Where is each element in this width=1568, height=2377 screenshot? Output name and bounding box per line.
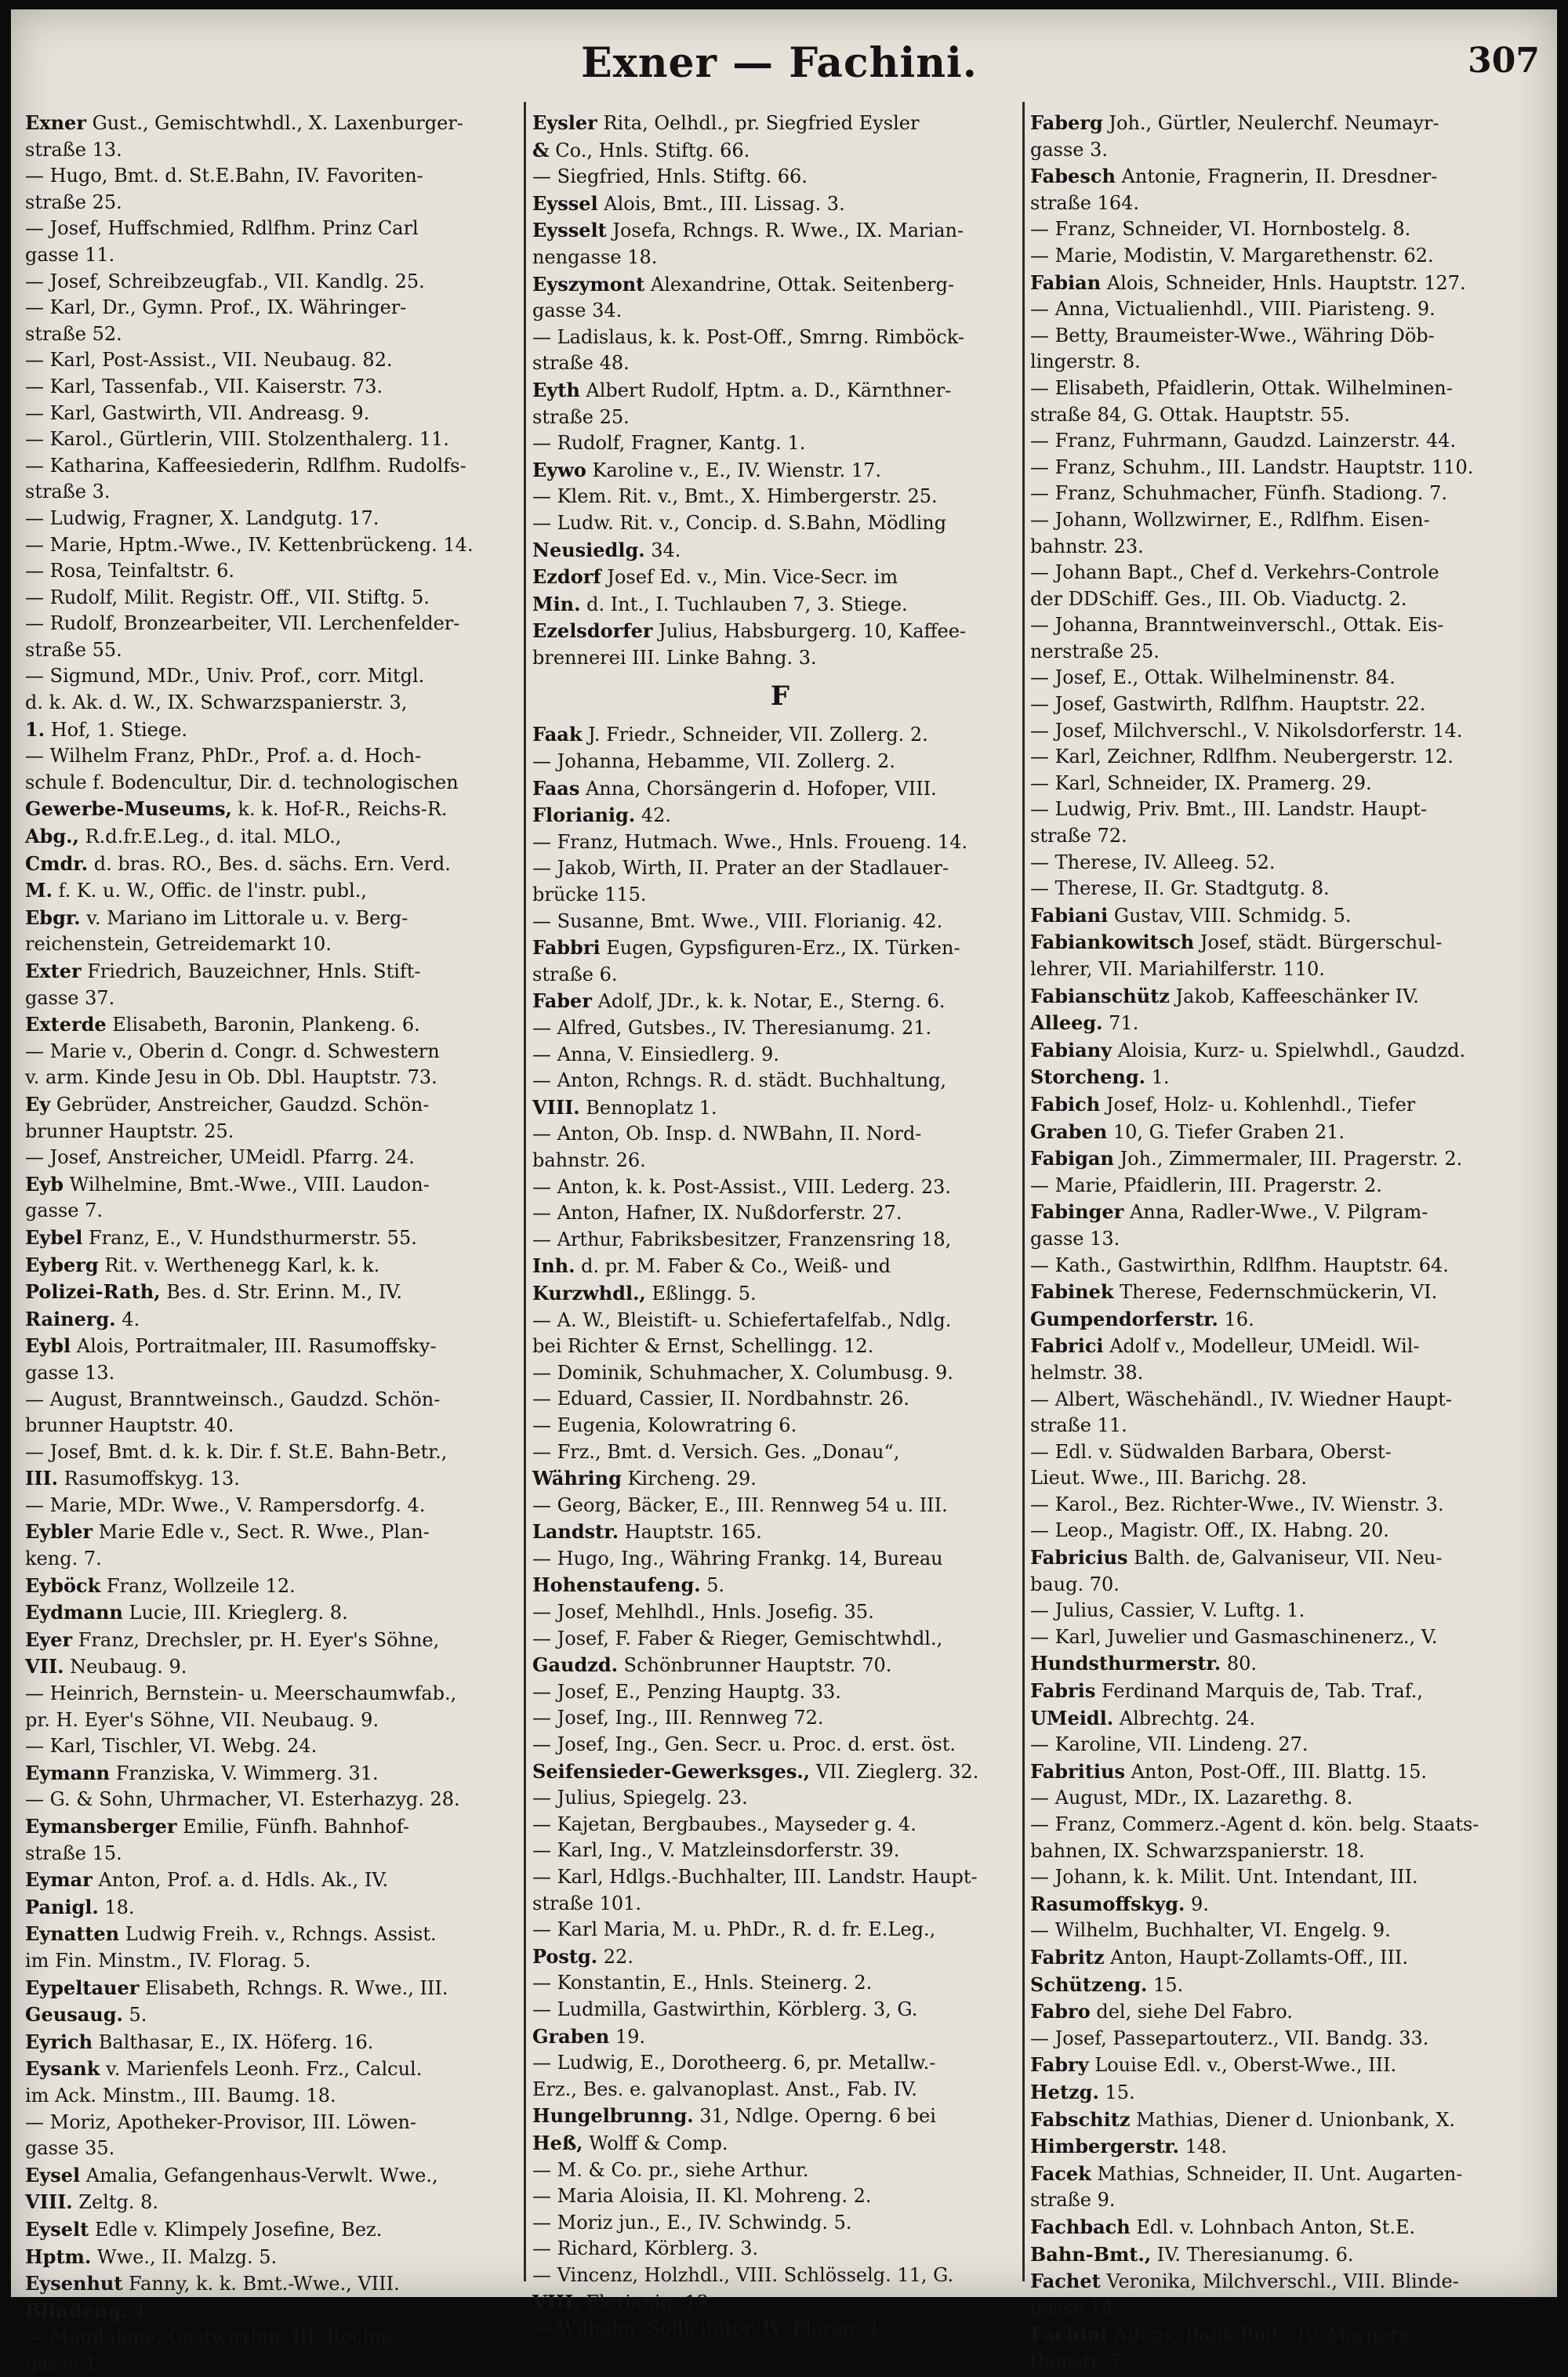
directory-line: Min. d. Int., I. Tuchlauben 7, 3. Stiege. bbox=[532, 592, 908, 615]
directory-line: gasse 34. bbox=[532, 299, 622, 322]
directory-line: — Wilhelm, Sollicitator, IV. Florag. 4. bbox=[532, 2317, 885, 2340]
directory-line: straße 84, G. Ottak. Hauptstr. 55. bbox=[1030, 403, 1350, 426]
directory-line: Fabiany Aloisia, Kurz- u. Spielwhdl., Gaudzd. bbox=[1030, 1038, 1466, 1061]
directory-line: Fabrici Adolf v., Modelleur, UMeidl. Wil- bbox=[1030, 1334, 1420, 1358]
directory-line: Eybel Franz, E., V. Hundsthurmerstr. 55. bbox=[25, 1225, 417, 1249]
directory-line: pr. H. Eyer's Söhne, VII. Neubaug. 9. bbox=[25, 1708, 379, 1731]
directory-line: — Katharina, Kaffeesiederin, Rdlfhm. Rudolfs- bbox=[25, 454, 466, 477]
page-header-title: Exner — Fachini. bbox=[581, 39, 978, 87]
directory-line: — Julius, Spiegelg. 23. bbox=[532, 1787, 748, 1809]
directory-line: & Co., Hnls. Stiftg. 66. bbox=[532, 138, 750, 161]
directory-line: Seifensieder-Gewerksges., VII. Zieglerg. 32. bbox=[532, 1759, 979, 1783]
directory-line: Eyrich Balthasar, E., IX. Höferg. 16. bbox=[25, 2030, 374, 2053]
directory-line: — Anton, Ob. Insp. d. NWBahn, II. Nord- bbox=[532, 1123, 922, 1145]
directory-line: Cmdr. d. bras. RO., Bes. d. sächs. Ern. Verd. bbox=[25, 851, 451, 875]
directory-line: — Anna, Victualienhdl., VIII. Piaristeng. 9. bbox=[1030, 298, 1436, 321]
directory-column-3 bbox=[1030, 110, 1526, 2372]
column-divider bbox=[524, 102, 526, 2281]
directory-line: — Hugo, Bmt. d. St.E.Bahn, IV. Favoriten- bbox=[25, 165, 423, 187]
directory-line: bahnstr. 23. bbox=[1030, 535, 1144, 557]
directory-line: Faas Anna, Chorsängerin d. Hofoper, VIII. bbox=[532, 776, 937, 800]
directory-line: Rasumoffskyg. 9. bbox=[1030, 1892, 1209, 1915]
directory-line: gasse 35. bbox=[25, 2137, 115, 2160]
directory-line: bei Richter & Ernst, Schellingg. 12. bbox=[532, 1335, 874, 1358]
directory-line: — Betty, Braumeister-Wwe., Währing Döb- bbox=[1030, 324, 1435, 347]
directory-line: brunner Hauptstr. 40. bbox=[25, 1414, 234, 1437]
directory-line: — Moriz, Apotheker-Provisor, III. Löwen- bbox=[25, 2110, 417, 2133]
directory-line: Heß, Wolff & Comp. bbox=[532, 2131, 728, 2154]
directory-line: Fabry Louise Edl. v., Oberst-Wwe., III. bbox=[1030, 2053, 1397, 2077]
directory-line: — A. W., Bleistift- u. Schiefertafelfab., Ndlg. bbox=[532, 1308, 952, 1331]
directory-line: Kurzwhdl., Eßlingg. 5. bbox=[532, 1281, 757, 1305]
directory-line: Eysenhut Fanny, k. k. Bmt.-Wwe., VIII. bbox=[25, 2272, 400, 2295]
directory-line: — Leop., Magistr. Off., IX. Habng. 20. bbox=[1030, 1519, 1389, 1542]
directory-line: Eyb Wilhelmine, Bmt.-Wwe., VIII. Laudon- bbox=[25, 1172, 430, 1196]
directory-line: Eybl Alois, Portraitmaler, III. Rasumoffsky- bbox=[25, 1334, 437, 1358]
directory-line: — Therese, II. Gr. Stadtgutg. 8. bbox=[1030, 877, 1330, 900]
directory-line: Panigl. 18. bbox=[25, 1895, 135, 1918]
directory-line: Eypeltauer Elisabeth, Rchngs. R. Wwe., III. bbox=[25, 1976, 448, 1999]
directory-line: — Marie v., Oberin d. Congr. d. Schwestern bbox=[25, 1040, 440, 1062]
directory-line: Ebgr. v. Mariano im Littorale u. v. Berg- bbox=[25, 905, 408, 929]
directory-line: Facek Mathias, Schneider, II. Unt. Augarten- bbox=[1030, 2161, 1463, 2185]
directory-line: Eyböck Franz, Wollzeile 12. bbox=[25, 1573, 296, 1597]
directory-line: — Ludwig, E., Dorotheerg. 6, pr. Metallw.- bbox=[532, 2052, 936, 2074]
directory-line: Fabschitz Mathias, Diener d. Unionbank, X. bbox=[1030, 2107, 1456, 2131]
directory-line: — Josef, F. Faber & Rieger, Gemischtwhdl., bbox=[532, 1627, 943, 1649]
directory-line: — Kajetan, Bergbaubes., Mayseder g. 4. bbox=[532, 1813, 916, 1835]
directory-line: Eysler Rita, Oelhdl., pr. Siegfried Eysler bbox=[532, 111, 920, 134]
directory-line: — Frz., Bmt. d. Versich. Ges. „Donau“, bbox=[532, 1440, 900, 1463]
directory-line: Währing Kircheng. 29. bbox=[532, 1467, 757, 1490]
directory-line: — Jakob, Wirth, II. Prater an der Stadlauer- bbox=[532, 857, 949, 880]
directory-line: Eymar Anton, Prof. a. d. Hdls. Ak., IV. bbox=[25, 1868, 389, 1892]
directory-line: — Karl, Gastwirth, VII. Andreasg. 9. bbox=[25, 401, 370, 424]
directory-line: — Karl, Zeichner, Rdlfhm. Neubergerstr. 12. bbox=[1030, 746, 1454, 768]
directory-line: — Franz, Hutmach. Wwe., Hnls. Froueng. 14. bbox=[532, 830, 968, 853]
directory-line: Eysselt Josefa, Rchngs. R. Wwe., IX. Marian- bbox=[532, 219, 964, 242]
directory-line: — M. & Co. pr., siehe Arthur. bbox=[532, 2158, 809, 2181]
directory-line: Storcheng. 1. bbox=[1030, 1065, 1170, 1089]
directory-line: Fabiani Gustav, VIII. Schmidg. 5. bbox=[1030, 903, 1352, 927]
directory-line: brunner Hauptstr. 25. bbox=[25, 1120, 234, 1142]
directory-line: VIII. Florianig. 13. bbox=[532, 2290, 715, 2313]
directory-line: Faber Adolf, JDr., k. k. Notar, E., Sterng. 6. bbox=[532, 989, 946, 1013]
directory-line: — Josef, E., Ottak. Wilhelminenstr. 84. bbox=[1030, 666, 1396, 689]
directory-line: — Eugenia, Kolowratring 6. bbox=[532, 1413, 797, 1436]
directory-line: Polizei-Rath, Bes. d. Str. Erinn. M., IV. bbox=[25, 1280, 402, 1304]
directory-line: — Karl, Hdlgs.-Buchhalter, III. Landstr. Haupt- bbox=[532, 1866, 978, 1888]
directory-line: — Ludw. Rit. v., Concip. d. S.Bahn, Mödling bbox=[532, 511, 947, 534]
directory-line: Fabian Alois, Schneider, Hnls. Hauptstr. 127. bbox=[1030, 270, 1466, 294]
directory-line: Eynatten Ludwig Freih. v., Rchngs. Assist. bbox=[25, 1922, 437, 1946]
directory-line: — Arthur, Fabriksbesitzer, Franzensring 18, bbox=[532, 1228, 952, 1250]
directory-line: straße 13. bbox=[25, 138, 122, 161]
directory-line: lingerstr. 8. bbox=[1030, 350, 1141, 373]
directory-line: Hungelbrunng. 31, Ndlge. Operng. 6 bei bbox=[532, 2104, 936, 2128]
directory-column-1 bbox=[25, 110, 521, 2375]
directory-line: — Albert, Wäschehändl., IV. Wiedner Haupt- bbox=[1030, 1388, 1452, 1410]
directory-line: Faak J. Friedr., Schneider, VII. Zollerg. 2. bbox=[532, 723, 928, 746]
directory-line: Eyberg Rit. v. Werthenegg Karl, k. k. bbox=[25, 1253, 380, 1276]
directory-line: straße 6. bbox=[532, 963, 618, 985]
directory-line: Lieut. Wwe., III. Barichg. 28. bbox=[1030, 1467, 1307, 1490]
directory-line: — Karl, Ing., V. Matzleinsdorferstr. 39. bbox=[532, 1839, 900, 1862]
directory-line: — Ladislaus, k. k. Post-Off., Smrng. Rimböck- bbox=[532, 325, 965, 348]
directory-line: III. Rasumoffskyg. 13. bbox=[25, 1467, 240, 1490]
directory-line: gasse 13. bbox=[25, 1361, 115, 1384]
directory-line: — Dominik, Schuhmacher, X. Columbusg. 9. bbox=[532, 1361, 953, 1384]
directory-line: straße 25. bbox=[532, 405, 630, 428]
directory-line: VIII. Bennoplatz 1. bbox=[532, 1095, 717, 1119]
directory-line: — Karol., Bez. Richter-Wwe., IV. Wienstr. 3. bbox=[1030, 1493, 1444, 1515]
directory-line: Ey Gebrüder, Anstreicher, Gaudzd. Schön- bbox=[25, 1092, 430, 1116]
directory-line: Ezelsdorfer Julius, Habsburgerg. 10, Kaffee- bbox=[532, 619, 967, 643]
directory-line: Eyszymont Alexandrine, Ottak. Seitenberg- bbox=[532, 272, 955, 296]
directory-line: — Eduard, Cassier, II. Nordbahnstr. 26. bbox=[532, 1388, 909, 1410]
directory-line: — Karoline, VII. Lindeng. 27. bbox=[1030, 1733, 1308, 1756]
directory-line: der DDSchiff. Ges., III. Ob. Viaductg. 2. bbox=[1030, 587, 1407, 610]
directory-line: Hohenstaufeng. 5. bbox=[532, 1573, 725, 1597]
directory-line: — Johann Bapt., Chef d. Verkehrs-Controle bbox=[1030, 561, 1439, 584]
directory-line: — Marie, Modistin, V. Margarethenstr. 62. bbox=[1030, 244, 1434, 267]
directory-line: Fabbri Eugen, Gypsfiguren-Erz., IX. Türken- bbox=[532, 936, 960, 960]
directory-line: gasse 14. bbox=[1030, 2296, 1120, 2319]
directory-page bbox=[11, 9, 1557, 2375]
directory-line: — Ludmilla, Gastwirthin, Körblerg. 3, G. bbox=[532, 1998, 918, 2020]
directory-line: — Marie, Hptm.-Wwe., IV. Kettenbrückeng. 14. bbox=[25, 533, 474, 556]
directory-line: — Anna, V. Einsiedlerg. 9. bbox=[532, 1043, 779, 1065]
directory-line: — Siegfried, Hnls. Stiftg. 66. bbox=[532, 165, 808, 188]
directory-line: Eymansberger Emilie, Fünfh. Bahnhof- bbox=[25, 1815, 410, 1838]
directory-line: Alleeg. 71. bbox=[1030, 1011, 1139, 1035]
directory-line: Fabich Josef, Holz- u. Kohlenhdl., Tiefer bbox=[1030, 1092, 1416, 1116]
directory-line: Exter Friedrich, Bauzeichner, Hnls. Stift- bbox=[25, 960, 421, 982]
directory-line: — Georg, Bäcker, E., III. Rennweg 54 u. III. bbox=[532, 1493, 948, 1516]
directory-line: — Franz, Fuhrmann, Gaudzd. Lainzerstr. 44. bbox=[1030, 430, 1457, 452]
directory-line: Eydmann Lucie, III. Krieglerg. 8. bbox=[25, 1601, 348, 1624]
directory-line: — Rosa, Teinfaltstr. 6. bbox=[25, 560, 234, 582]
directory-line: straße 25. bbox=[25, 191, 122, 213]
directory-line: reichenstein, Getreidemarkt 10. bbox=[25, 933, 332, 956]
directory-line: — Franz, Schuhmacher, Fünfh. Stadiong. 7. bbox=[1030, 482, 1447, 505]
directory-line: Himbergerstr. 148. bbox=[1030, 2135, 1228, 2158]
directory-line: brennerei III. Linke Bahng. 3. bbox=[532, 646, 817, 669]
directory-line: — Wilhelm Franz, PhDr., Prof. a. d. Hoch- bbox=[25, 745, 422, 768]
directory-line: — Magdalene, Gastwirthin, III. Rochus- bbox=[25, 2326, 403, 2349]
directory-line: — Marie, Pfaidlerin, III. Pragerstr. 2. bbox=[1030, 1174, 1382, 1196]
page-number: 307 bbox=[1468, 41, 1540, 81]
directory-line: — Marie, MDr. Wwe., V. Rampersdorfg. 4. bbox=[25, 1493, 426, 1516]
directory-line: Graben 19. bbox=[532, 2024, 645, 2048]
directory-line: — Josef, Gastwirth, Rdlfhm. Hauptstr. 22. bbox=[1030, 693, 1426, 716]
directory-line: brücke 115. bbox=[532, 884, 647, 906]
directory-line: Fachbach Edl. v. Lohnbach Anton, St.E. bbox=[1030, 2215, 1416, 2238]
section-letter-heading: F bbox=[770, 680, 790, 713]
directory-line: — Anton, Hafner, IX. Nußdorferstr. 27. bbox=[532, 1202, 902, 1225]
directory-line: Fabinek Therese, Federnschmückerin, VI. bbox=[1030, 1280, 1438, 1304]
directory-line: thenstr. 7. bbox=[1030, 2350, 1127, 2372]
directory-line: — Karl, Dr., Gymn. Prof., IX. Währinger- bbox=[25, 296, 407, 319]
directory-line: VII. Neubaug. 9. bbox=[25, 1655, 187, 1678]
directory-line: Rainerg. 4. bbox=[25, 1307, 140, 1330]
directory-line: 1. Hof, 1. Stiege. bbox=[25, 717, 188, 741]
directory-line: — Karl Maria, M. u. PhDr., R. d. fr. E.Leg., bbox=[532, 1918, 936, 1941]
directory-line: Fabricius Balth. de, Galvaniseur, VII. Neu- bbox=[1030, 1546, 1443, 1570]
directory-line: — Karol., Gürtlerin, VIII. Stolzenthalerg. 11. bbox=[25, 428, 449, 451]
directory-line: baug. 70. bbox=[1030, 1573, 1120, 1595]
directory-line: Hundsthurmerstr. 80. bbox=[1030, 1652, 1257, 1675]
directory-line: Exner Gust., Gemischtwhdl., X. Laxenburger- bbox=[25, 111, 463, 134]
directory-line: — Sigmund, MDr., Univ. Prof., corr. Mitgl. bbox=[25, 665, 425, 688]
directory-line: VIII. Zeltg. 8. bbox=[25, 2190, 159, 2214]
directory-line: — Josef, Ing., Gen. Secr. u. Proc. d. erst. öst. bbox=[532, 1733, 956, 1756]
directory-line: gasse 37. bbox=[25, 986, 115, 1009]
directory-line: schule f. Bodencultur, Dir. d. technologischen bbox=[25, 771, 459, 793]
directory-line: — Karl, Post-Assist., VII. Neubaug. 82. bbox=[25, 349, 393, 372]
directory-line: Schützeng. 15. bbox=[1030, 1972, 1184, 1996]
directory-line: — Anton, k. k. Post-Assist., VIII. Lederg. 23. bbox=[532, 1175, 952, 1198]
directory-line: — Susanne, Bmt. Wwe., VIII. Florianig. 42. bbox=[532, 909, 943, 932]
directory-line: — Anton, Rchngs. R. d. städt. Buchhaltung, bbox=[532, 1069, 947, 1092]
directory-line: Gewerbe-Museums, k. k. Hof-R., Reichs-R. bbox=[25, 797, 448, 821]
directory-line: Fabritz Anton, Haupt-Zollamts-Off., III. bbox=[1030, 1945, 1409, 1969]
directory-line: bahnstr. 26. bbox=[532, 1149, 646, 1171]
directory-line: — Konstantin, E., Hnls. Steinerg. 2. bbox=[532, 1972, 873, 1994]
directory-line: Eybler Marie Edle v., Sect. R. Wwe., Plan- bbox=[25, 1520, 430, 1544]
directory-line: Abg., R.d.fr.E.Leg., d. ital. MLO., bbox=[25, 825, 342, 848]
directory-line: straße 101. bbox=[532, 1892, 642, 1914]
directory-line: — Vincenz, Holzhdl., VIII. Schlösselg. 11, G. bbox=[532, 2263, 954, 2286]
directory-line: — Edl. v. Südwalden Barbara, Oberst- bbox=[1030, 1440, 1392, 1463]
directory-line: — Wilhelm, Buchhalter, VI. Engelg. 9. bbox=[1030, 1919, 1391, 1942]
directory-line: — G. & Sohn, Uhrmacher, VI. Esterhazyg. 28. bbox=[25, 1788, 460, 1811]
directory-line: — Josef, Passepartouterz., VII. Bandg. 33. bbox=[1030, 2027, 1429, 2049]
directory-line: — Johanna, Hebamme, VII. Zollerg. 2. bbox=[532, 750, 895, 773]
directory-line: Eyth Albert Rudolf, Hptm. a. D., Kärnthner- bbox=[532, 378, 952, 401]
directory-line: Hetzg. 15. bbox=[1030, 2080, 1135, 2103]
directory-line: Eymann Franziska, V. Wimmerg. 31. bbox=[25, 1761, 379, 1784]
directory-line: Eyselt Edle v. Klimpely Josefine, Bez. bbox=[25, 2217, 383, 2241]
directory-line: gasse 13. bbox=[1030, 1227, 1120, 1250]
directory-line: d. k. Ak. d. W., IX. Schwarzspanierstr. 3, bbox=[25, 691, 408, 714]
directory-line: — Karl, Tischler, VI. Webg. 24. bbox=[25, 1735, 318, 1758]
directory-line: — Josef, Ing., III. Rennweg 72. bbox=[532, 1707, 824, 1729]
directory-line: Exterde Elisabeth, Baronin, Plankeng. 6. bbox=[25, 1013, 420, 1036]
directory-line: Postg. 22. bbox=[532, 1944, 633, 1968]
directory-line: Fabiankowitsch Josef, städt. Bürgerschul- bbox=[1030, 931, 1443, 954]
directory-line: Fachet Veronika, Milchverschl., VIII. Blinde- bbox=[1030, 2270, 1459, 2293]
directory-line: — Ludwig, Fragner, X. Landgutg. 17. bbox=[25, 506, 379, 529]
directory-line: Eysel Amalia, Gefangenhaus-Verwlt. Wwe., bbox=[25, 2163, 438, 2186]
directory-line: — Rudolf, Fragner, Kantg. 1. bbox=[532, 432, 806, 455]
directory-line: — Karl, Tassenfab., VII. Kaiserstr. 73. bbox=[25, 375, 383, 397]
directory-line: — Josef, Milchverschl., V. Nikolsdorferstr. 14. bbox=[1030, 719, 1463, 742]
directory-line: lehrer, VII. Mariahilferstr. 110. bbox=[1030, 958, 1325, 980]
directory-line: — Franz, Schneider, VI. Hornbostelg. 8. bbox=[1030, 218, 1411, 241]
directory-line: — Johann, k. k. Milit. Unt. Intendant, III. bbox=[1030, 1866, 1418, 1889]
directory-line: — Hugo, Ing., Währing Frankg. 14, Bureau bbox=[532, 1547, 943, 1570]
directory-line: — Alfred, Gutsbes., IV. Theresianumg. 21. bbox=[532, 1017, 932, 1039]
directory-line: — Franz, Schuhm., III. Landstr. Hauptstr. 110. bbox=[1030, 455, 1474, 478]
directory-line: Fabinger Anna, Radler-Wwe., V. Pilgram- bbox=[1030, 1200, 1428, 1224]
directory-line: Eysank v. Marienfels Leonh. Frz., Calcul. bbox=[25, 2057, 423, 2081]
directory-line: — August, Branntweinsch., Gaudzd. Schön- bbox=[25, 1388, 441, 1410]
directory-line: im Fin. Minstm., IV. Florag. 5. bbox=[25, 1949, 311, 1972]
directory-line: straße 55. bbox=[25, 638, 122, 661]
directory-line: Eyssel Alois, Bmt., III. Lissag. 3. bbox=[532, 191, 845, 215]
directory-line: UMeidl. Albrechtg. 24. bbox=[1030, 1706, 1256, 1729]
directory-line: — Johann, Wollzwirner, E., Rdlfhm. Eisen- bbox=[1030, 508, 1430, 531]
directory-line: Erz., Bes. e. galvanoplast. Anst., Fab. IV. bbox=[532, 2078, 917, 2100]
directory-line: keng. 7. bbox=[25, 1548, 102, 1570]
directory-line: — Ludwig, Priv. Bmt., III. Landstr. Haupt- bbox=[1030, 798, 1428, 821]
directory-line: — August, MDr., IX. Lazarethg. 8. bbox=[1030, 1787, 1353, 1809]
directory-line: — Klem. Rit. v., Bmt., X. Himbergerstr. 25. bbox=[532, 485, 938, 508]
directory-line: — Josef, Bmt. d. k. k. Dir. f. St.E. Bahn-Betr., bbox=[25, 1440, 448, 1463]
directory-line: Gaudzd. Schönbrunner Hauptstr. 70. bbox=[532, 1653, 892, 1677]
directory-line: straße 48. bbox=[532, 352, 630, 375]
directory-line: — Franz, Commerz.-Agent d. kön. belg. Staats- bbox=[1030, 1813, 1479, 1835]
directory-line: straße 9. bbox=[1030, 2189, 1116, 2212]
directory-line: Florianig. 42. bbox=[532, 804, 671, 827]
directory-line: Graben 10, G. Tiefer Graben 21. bbox=[1030, 1120, 1345, 1143]
directory-line: — Josef, Huffschmied, Rdlfhm. Prinz Carl bbox=[25, 217, 419, 240]
directory-line: — Julius, Cassier, V. Luftg. 1. bbox=[1030, 1599, 1305, 1622]
directory-line: — Rudolf, Bronzearbeiter, VII. Lerchenfelder- bbox=[25, 612, 460, 635]
directory-line: nerstraße 25. bbox=[1030, 640, 1160, 662]
directory-line: — Heinrich, Bernstein- u. Meerschaumwfab., bbox=[25, 1682, 457, 1705]
directory-line: Fabianschütz Jakob, Kaffeeschänker IV. bbox=[1030, 984, 1419, 1007]
directory-line: — Johanna, Branntweinverschl., Ottak. Eis- bbox=[1030, 614, 1444, 637]
directory-line: straße 15. bbox=[25, 1842, 122, 1864]
directory-line: Fabro del, siehe Del Fabro. bbox=[1030, 2000, 1293, 2023]
directory-line: Bahn-Bmt., IV. Theresianumg. 6. bbox=[1030, 2242, 1354, 2266]
directory-line: straße 52. bbox=[25, 322, 122, 345]
directory-line: Fabritius Anton, Post-Off., III. Blattg. 15. bbox=[1030, 1759, 1428, 1783]
directory-line: — Moriz jun., E., IV. Schwindg. 5. bbox=[532, 2211, 852, 2234]
directory-line: — Josef, Mehlhdl., Hnls. Josefig. 35. bbox=[532, 1601, 874, 1624]
directory-line: — Karl, Schneider, IX. Pramerg. 29. bbox=[1030, 771, 1372, 794]
directory-line: Gumpendorferstr. 16. bbox=[1030, 1307, 1254, 1330]
directory-line: Fabigan Joh., Zimmermaler, III. Pragerstr. 2. bbox=[1030, 1147, 1463, 1170]
directory-line: Fabesch Antonie, Fragnerin, II. Dresdner- bbox=[1030, 165, 1438, 188]
directory-line: — Josef, Anstreicher, UMeidl. Pfarrg. 24. bbox=[25, 1146, 415, 1169]
directory-line: straße 3. bbox=[25, 481, 111, 503]
directory-line: Landstr. Hauptstr. 165. bbox=[532, 1520, 762, 1544]
directory-line: gasse 1. bbox=[25, 2352, 103, 2375]
directory-line: — Karl, Juwelier und Gasmaschinenerz., V. bbox=[1030, 1625, 1438, 1648]
directory-line: Ezdorf Josef Ed. v., Min. Vice-Secr. im bbox=[532, 565, 898, 589]
directory-line: Fachini Alfons, Bank-Bmt., IV. Margare- bbox=[1030, 2323, 1417, 2346]
directory-line: — Therese, IV. Alleeg. 52. bbox=[1030, 851, 1276, 873]
directory-line: Geusaug. 5. bbox=[25, 2003, 147, 2027]
directory-line: Hptm. Wwe., II. Malzg. 5. bbox=[25, 2245, 278, 2268]
directory-line: Eywo Karoline v., E., IV. Wienstr. 17. bbox=[532, 458, 882, 481]
directory-line: Inh. d. pr. M. Faber & Co., Weiß- und bbox=[532, 1254, 891, 1278]
directory-line: straße 164. bbox=[1030, 191, 1140, 214]
directory-line: helmstr. 38. bbox=[1030, 1361, 1144, 1384]
directory-line: v. arm. Kinde Jesu in Ob. Dbl. Hauptstr. 73. bbox=[25, 1066, 437, 1089]
directory-line: gasse 3. bbox=[1030, 138, 1109, 161]
directory-line: Blindeng. 4. bbox=[25, 2299, 152, 2322]
directory-line: — Josef, Schreibzeugfab., VII. Kandlg. 25. bbox=[25, 270, 425, 292]
directory-line: Eyer Franz, Drechsler, pr. H. Eyer's Söhne, bbox=[25, 1628, 440, 1651]
directory-line: — Josef, E., Penzing Hauptg. 33. bbox=[532, 1680, 841, 1703]
directory-line: Neusiedlg. 34. bbox=[532, 538, 681, 561]
directory-column-2 bbox=[532, 110, 1028, 2340]
directory-line: Fabris Ferdinand Marquis de, Tab. Traf., bbox=[1030, 1679, 1424, 1703]
directory-line: nengasse 18. bbox=[532, 245, 658, 268]
directory-line: — Elisabeth, Pfaidlerin, Ottak. Wilhelminen- bbox=[1030, 376, 1453, 399]
directory-line: — Rudolf, Milit. Registr. Off., VII. Stiftg. 5. bbox=[25, 586, 430, 608]
directory-line: straße 11. bbox=[1030, 1414, 1127, 1437]
directory-line: gasse 11. bbox=[25, 243, 115, 266]
directory-line: im Ack. Minstm., III. Baumg. 18. bbox=[25, 2084, 336, 2107]
directory-line: bahnen, IX. Schwarzspanierstr. 18. bbox=[1030, 1839, 1365, 1862]
directory-line: gasse 7. bbox=[25, 1199, 103, 1222]
directory-line: — Richard, Körblerg. 3. bbox=[532, 2237, 759, 2260]
directory-line: M. f. K. u. W., Offic. de l'instr. publ., bbox=[25, 879, 367, 902]
directory-line: — Kath., Gastwirthin, Rdlfhm. Hauptstr. 64. bbox=[1030, 1254, 1449, 1276]
directory-line: Faberg Joh., Gürtler, Neulerchf. Neumayr- bbox=[1030, 111, 1439, 134]
directory-line: straße 72. bbox=[1030, 825, 1127, 847]
directory-line: — Maria Aloisia, II. Kl. Mohreng. 2. bbox=[532, 2185, 872, 2208]
